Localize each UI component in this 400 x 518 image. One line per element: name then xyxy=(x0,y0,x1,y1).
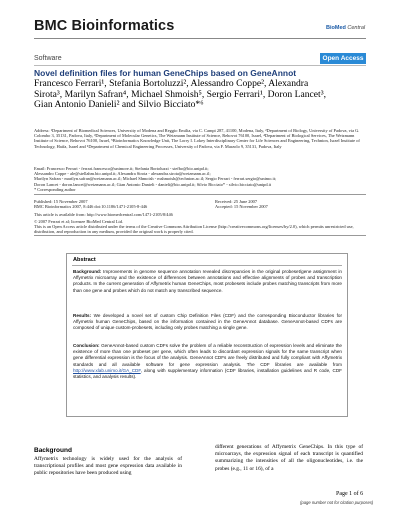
email-line: Alessandro Coppe - ale@stellahm.bio.unipd.it; Alexandra Sirota - alexandra.sirota@weizmann.ac.il; xyxy=(34,171,211,177)
corresponding-author-note: * Corresponding author xyxy=(34,186,76,192)
license-block xyxy=(34,219,366,235)
published-date: Published: 15 November 2007 xyxy=(34,199,88,204)
license-rule xyxy=(34,235,366,236)
abstract-results xyxy=(73,313,342,332)
abstract-background xyxy=(73,269,342,294)
abstract-results-text: We developed a novel set of custom Chip Definition Files (CDF) and the corresponding Bioconductor libraries for Affymetrix human GeneChips, based on the information contained in the GeneAnnot database. GeneAnnot-based CDFs are composed of unique custom-probesets, including only probes matching a single gene. xyxy=(73,313,343,331)
article-title: Novel definition files for human GeneChips based on GeneAnnot xyxy=(34,68,297,78)
body-column-left: Affymetrix technology is widely used for the analysis of transcriptional profiles and most gene expression data available in public repositories have been produced using xyxy=(34,456,182,477)
abstract-conclusion-tail: , along with supplementary information (CDF libraries, installation guidelines and R code, CDF statistics, and analysis results). xyxy=(73,367,342,380)
page-note: (page number not for citation purposes) xyxy=(300,500,374,505)
abstract-background-label: Background: xyxy=(73,269,102,274)
citation: BMC Bioinformatics 2007, 8:446 doi:10.1186/1471-2105-8-446 xyxy=(34,204,148,210)
license-text: This is an Open Access article distributed under the terms of the Creative Commons Attribution License (http://creativecommons.org/licenses/by/2.0), which permits unrestricted use, distribution, and reproduction in any medium, provided the original work is properly cited. xyxy=(34,224,354,235)
section-label: Software xyxy=(34,55,62,62)
received-date: Received: 25 June 2007 xyxy=(215,199,258,204)
cdf-library-link[interactable]: http://www.xlab.unimo.it/GA_CDF xyxy=(73,367,141,373)
email-line: Marilyn Safran - marilyn.safran@weizmann.ac.il; Michael Shmoish - mshmoish@technion.ac.il; Sergio Ferrari - ferrari.sergio@unimo.it; xyxy=(34,176,277,182)
publication-info xyxy=(34,199,204,209)
review-dates xyxy=(215,199,365,209)
accepted-date: Accepted: 15 November 2007 xyxy=(215,204,268,210)
section-rule xyxy=(34,65,366,66)
author-emails xyxy=(34,166,366,192)
header-rule xyxy=(34,38,366,39)
metadata-rule xyxy=(34,194,366,195)
page-number: Page 1 of 6 xyxy=(336,491,364,497)
author-addresses: Address: ¹Department of Biomedical Sciences, University of Modena and Reggio Emilia, via C. Campi 287, 41100, Modena, Italy, ²Department of Biology, University of Padova, via G. Colombo 3, 35131, Padova, Italy, ³Department of Molecular Genetics, The Weizmann Institute of Science, Rehovot 76100, Israel, ⁴Department of Biological Services, The Weizmann Institute of Science, Rehovot 76100, Israel, ⁵Bioinformatics Knowledge Unit, The Lorry I. Lokey Interdisciplinary Center for Life Sciences and Engineering, Technion, Israel Institute of Technology, Haifa, Israel and ⁶Department of Chemical Engineering Processes, University of Padova, via F. Marzolo 9, 35131, Padova, Italy xyxy=(34,128,360,149)
copyright: © 2007 Ferrari et al; licensee BioMed Central Ltd. xyxy=(34,219,124,224)
abstract-conclusion-label: Conclusion: xyxy=(73,343,100,348)
publisher-logo xyxy=(326,25,365,31)
abstract-box xyxy=(66,253,348,417)
author-list: Francesco Ferrari¹, Stefania Bortoluzzi², Alessandro Coppe², Alexandra Sirota³, Marilyn Safran⁴, Michael Shmoish⁵, Sergio Ferrari¹, Doron Lancet³, Gian Antonio Danieli² and Silvio Bicciato*⁶ xyxy=(34,78,326,111)
article-url[interactable]: This article is available from: http://www.biomedcentral.com/1471-2105/8/446 xyxy=(34,212,173,217)
abstract-background-text: Improvements in genome sequence annotation revealed discrepancies in the original probeset/gene assignment in Affymetrix microarray and the existence of differences between annotations and effective alignments of probes and transcription products. In the current generation of Affymetrix human GeneChips, most probesets include probes matching transcripts from more than one gene and probes which do not match any transcribed sequence. xyxy=(73,269,342,293)
abstract-results-label: Results: xyxy=(73,313,92,318)
journal-title: BMC Bioinformatics xyxy=(34,18,175,34)
publisher-suffix: Central xyxy=(347,25,366,31)
background-heading: Background xyxy=(34,447,72,454)
publisher-prefix: BioMed xyxy=(326,25,346,31)
abstract-conclusion-text: GeneAnnot-based custom CDFs solve the problem of a reliable reconstruction of expression levels and eliminate the existence of more than one probeset per gene, which often leads to discordant expression signals for the same transcript when gene differential expression is the focus of the analysis. GeneAnnot CDFs are freely distributed and fully compliant with Affymetrix standards and all available software for gene expression analysis. The CDF libraries are available from xyxy=(73,343,342,367)
open-access-badge: Open Access xyxy=(320,53,366,64)
abstract-heading: Abstract xyxy=(73,257,96,263)
abstract-conclusion xyxy=(73,343,342,380)
email-line: Email: Francesco Ferrari - ferrari.francesco@unimore.it; Stefania Bortoluzzi - stefbo@bio.unipd.it; xyxy=(34,166,209,171)
email-line: Doron Lancet - doron.lancet@weizmann.ac.il; Gian Antonio Danieli - danieli@bio.unipd.it; Silvio Bicciato* - silvio.bicciato@unipd.it xyxy=(34,181,272,187)
abstract-rule xyxy=(72,265,342,266)
body-column-right: different generations of Affymetrix GeneChips. In this type of microarrays, the expression signal of each transcript is quantified summarizing the intensities of all the oligonucleotides, i.e. the probes (e.g., 11 or 16), of a xyxy=(215,444,363,472)
